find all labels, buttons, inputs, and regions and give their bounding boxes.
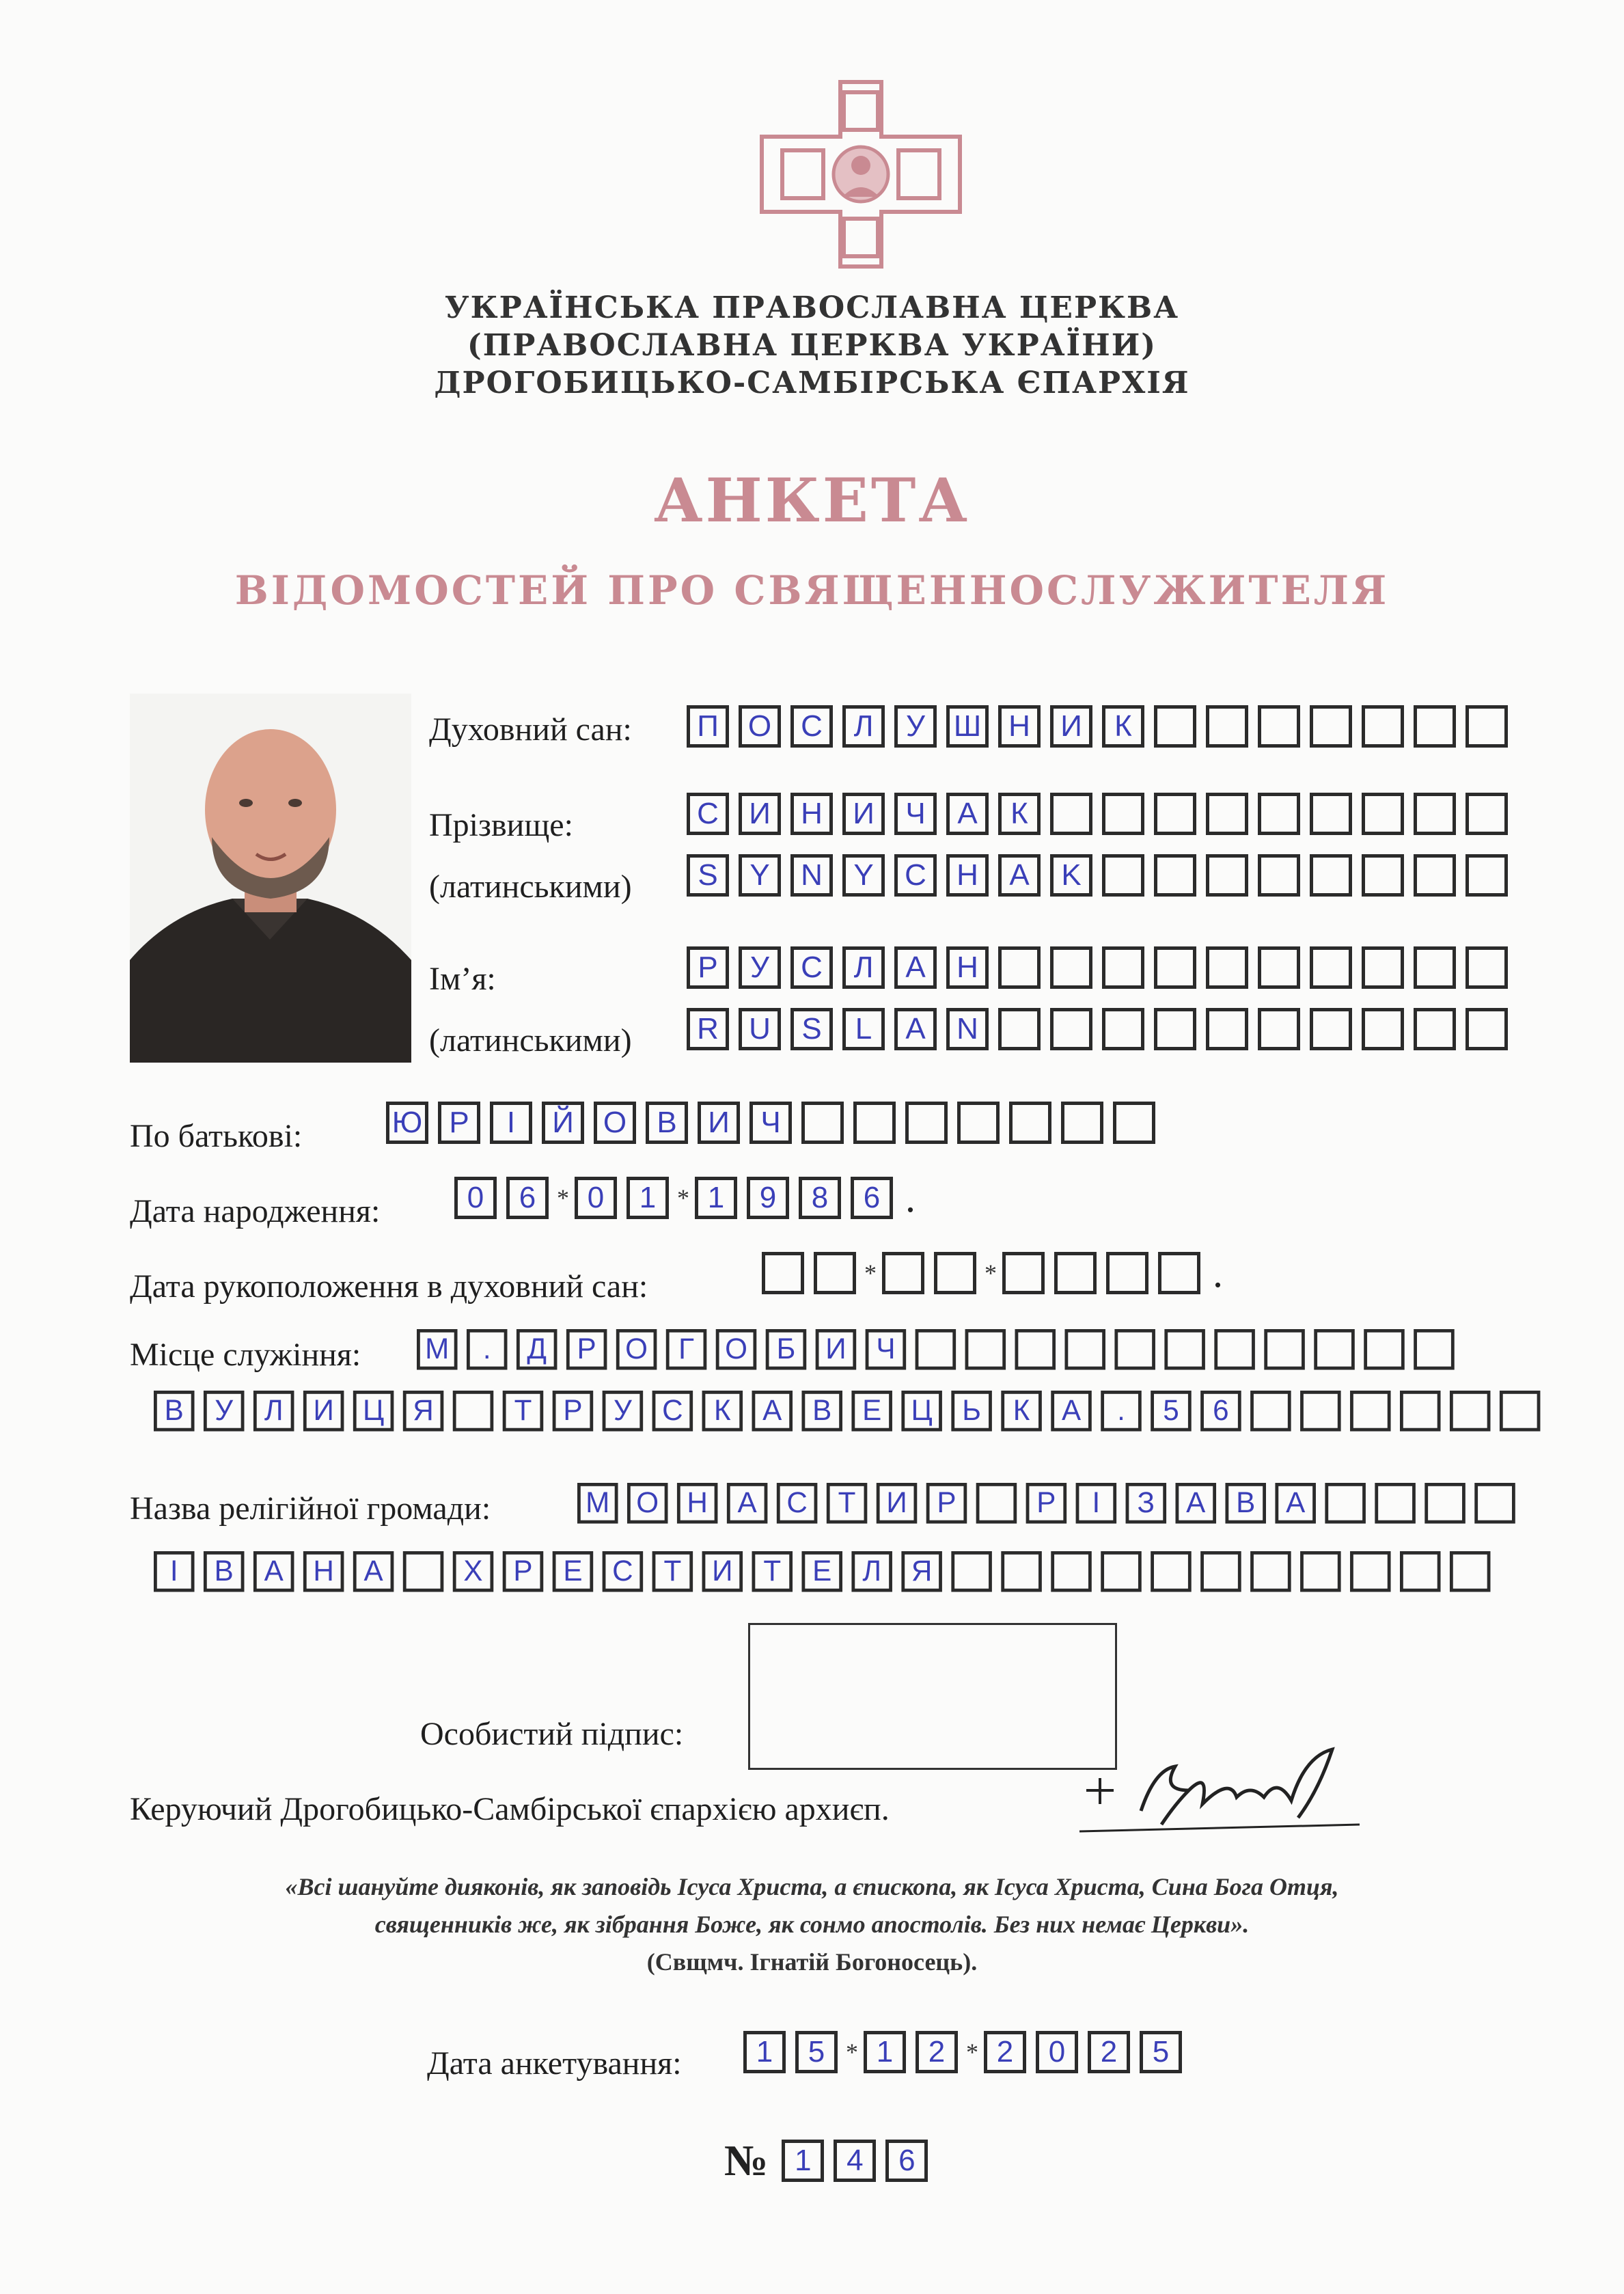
char-box[interactable]: [1015, 1329, 1056, 1370]
char-box[interactable]: [1362, 854, 1404, 897]
quote-attribution: (Свщмч. Ігнатій Богоносець).: [646, 1948, 978, 1976]
char-box[interactable]: [1054, 1252, 1097, 1294]
char-box[interactable]: І: [490, 1102, 532, 1144]
char-box[interactable]: 1: [743, 2031, 786, 2073]
date-separator: *: [864, 1259, 877, 1287]
bishop-signature: [1073, 1729, 1373, 1838]
char-box[interactable]: Б: [766, 1329, 807, 1370]
char-box[interactable]: С: [687, 793, 729, 835]
char-box[interactable]: [1154, 854, 1196, 897]
char-box[interactable]: В: [154, 1391, 195, 1432]
char-box[interactable]: [762, 1252, 804, 1294]
char-box[interactable]: A: [894, 1008, 937, 1050]
char-box[interactable]: [1400, 1551, 1441, 1592]
char-box[interactable]: [1465, 793, 1508, 835]
char-box[interactable]: R: [687, 1008, 729, 1050]
char-box[interactable]: Ю: [386, 1102, 428, 1144]
date-separator: *: [677, 1184, 689, 1212]
char-box[interactable]: [1113, 1102, 1155, 1144]
char-box[interactable]: [1362, 946, 1404, 989]
survey-date-label: Дата анкетування:: [427, 2045, 682, 2081]
char-box[interactable]: U: [739, 1008, 781, 1050]
char-box[interactable]: [905, 1102, 948, 1144]
char-box[interactable]: [1206, 854, 1248, 897]
birth-day: [454, 1177, 558, 1219]
char-box[interactable]: [1414, 854, 1456, 897]
char-box[interactable]: [1350, 1551, 1391, 1592]
char-box[interactable]: [1310, 705, 1352, 748]
char-box[interactable]: [853, 1102, 896, 1144]
char-box[interactable]: [1050, 946, 1092, 989]
char-box[interactable]: A: [998, 854, 1041, 897]
char-box[interactable]: [951, 1551, 992, 1592]
char-box[interactable]: [1258, 946, 1300, 989]
char-box[interactable]: К: [1001, 1391, 1042, 1432]
char-box[interactable]: [1214, 1329, 1255, 1370]
char-box[interactable]: [1450, 1391, 1491, 1432]
char-box[interactable]: [1500, 1391, 1541, 1432]
birth-date-label: Дата народження:: [130, 1193, 381, 1229]
char-box[interactable]: [1310, 793, 1352, 835]
char-box[interactable]: Н: [946, 946, 989, 989]
char-box[interactable]: Н: [998, 705, 1041, 748]
survey-date-boxes: [743, 2031, 1192, 2073]
char-box[interactable]: Я: [403, 1391, 444, 1432]
date-separator: *: [985, 1259, 997, 1287]
char-box[interactable]: І: [154, 1551, 195, 1592]
char-box[interactable]: Л: [842, 705, 885, 748]
char-box[interactable]: И: [698, 1102, 740, 1144]
ordination-month: [882, 1252, 986, 1294]
char-box[interactable]: Т: [652, 1551, 693, 1592]
char-box[interactable]: [801, 1102, 844, 1144]
char-box[interactable]: 5: [1151, 1391, 1192, 1432]
char-box[interactable]: Ч: [866, 1329, 907, 1370]
char-box[interactable]: К: [702, 1391, 743, 1432]
char-box[interactable]: H: [946, 854, 989, 897]
char-box[interactable]: М: [417, 1329, 458, 1370]
char-box[interactable]: [1102, 793, 1144, 835]
char-box[interactable]: [1362, 1008, 1404, 1050]
char-box[interactable]: А: [946, 793, 989, 835]
form-number: [724, 2135, 937, 2186]
char-box[interactable]: [934, 1252, 976, 1294]
char-box[interactable]: 2: [1088, 2031, 1130, 2073]
surname-latin-boxes: [687, 854, 1517, 897]
place-boxes-1: [417, 1329, 1463, 1370]
char-box[interactable]: [1465, 854, 1508, 897]
char-box[interactable]: 8: [799, 1177, 841, 1219]
char-box[interactable]: 4: [834, 2140, 876, 2182]
church-name: УКРАЇНСЬКА ПРАВОСЛАВНА ЦЕРКВА: [444, 290, 1180, 325]
char-box[interactable]: [1102, 1008, 1144, 1050]
char-box[interactable]: А: [1176, 1483, 1217, 1524]
char-box[interactable]: С: [790, 705, 833, 748]
church-name-alt: (ПРАВОСЛАВНА ЦЕРКВА УКРАЇНИ): [467, 328, 1157, 363]
char-box[interactable]: И: [702, 1551, 743, 1592]
char-box[interactable]: Н: [303, 1551, 344, 1592]
char-box[interactable]: [1009, 1102, 1051, 1144]
char-box[interactable]: [1474, 1483, 1515, 1524]
char-box[interactable]: [1325, 1483, 1366, 1524]
char-box[interactable]: 6: [1200, 1391, 1241, 1432]
char-box[interactable]: Л: [253, 1391, 294, 1432]
char-box[interactable]: Е: [851, 1391, 892, 1432]
char-box[interactable]: [1450, 1551, 1491, 1592]
period: .: [1213, 1251, 1223, 1296]
char-box[interactable]: У: [739, 946, 781, 989]
char-box[interactable]: 6: [506, 1177, 549, 1219]
char-box[interactable]: [1001, 1551, 1042, 1592]
quote-line-1: «Всі шануйте дияконів, як заповідь Ісуса Христа, а єпископа, як Ісуса Христа, Сина Бога Отця,: [285, 1873, 1339, 1900]
char-box[interactable]: [1102, 854, 1144, 897]
char-box[interactable]: [1101, 1551, 1142, 1592]
char-box[interactable]: [1258, 793, 1300, 835]
char-box[interactable]: [1258, 854, 1300, 897]
period: .: [905, 1175, 916, 1220]
char-box[interactable]: Е: [801, 1551, 842, 1592]
char-box[interactable]: S: [790, 1008, 833, 1050]
char-box[interactable]: Й: [542, 1102, 584, 1144]
char-box[interactable]: О: [627, 1483, 668, 1524]
name-latin-boxes: [687, 1008, 1517, 1050]
char-box[interactable]: И: [303, 1391, 344, 1432]
char-box[interactable]: Y: [739, 854, 781, 897]
char-box[interactable]: А: [752, 1391, 793, 1432]
char-box[interactable]: [1414, 793, 1456, 835]
char-box[interactable]: [1206, 946, 1248, 989]
place-label: Місце служіння:: [130, 1337, 361, 1373]
char-box[interactable]: [1206, 1008, 1248, 1050]
char-box[interactable]: [1310, 1008, 1352, 1050]
community-boxes-1: [577, 1483, 1524, 1524]
char-box[interactable]: Г: [666, 1329, 707, 1370]
char-box[interactable]: [1310, 946, 1352, 989]
char-box[interactable]: О: [739, 705, 781, 748]
char-box[interactable]: Л: [842, 946, 885, 989]
char-box[interactable]: [1151, 1551, 1192, 1592]
char-box[interactable]: И: [877, 1483, 918, 1524]
char-box[interactable]: М: [577, 1483, 618, 1524]
name-boxes: [687, 946, 1517, 989]
char-box[interactable]: N: [790, 854, 833, 897]
emblem-cross-icon: [755, 75, 967, 273]
form-subtitle: ВІДОМОСТЕЙ ПРО СВЯЩЕННОСЛУЖИТЕЛЯ: [234, 567, 1390, 614]
bishop-label: Керуючий Дрогобицько-Самбірської єпархією архиєп.: [130, 1791, 890, 1827]
char-box[interactable]: [1350, 1391, 1391, 1432]
char-box[interactable]: [1465, 705, 1508, 748]
survey-month: [864, 2031, 967, 2073]
char-box[interactable]: [1206, 793, 1248, 835]
surname-latin-label: (латинськими): [429, 869, 632, 905]
char-box[interactable]: 5: [795, 2031, 838, 2073]
char-box[interactable]: [998, 1008, 1041, 1050]
char-box[interactable]: [403, 1551, 444, 1592]
surname-label: Прізвище:: [429, 807, 573, 843]
char-box[interactable]: Т: [827, 1483, 868, 1524]
char-box[interactable]: В: [204, 1551, 245, 1592]
name-label: Ім’я:: [429, 961, 496, 997]
char-box[interactable]: Т: [752, 1551, 793, 1592]
char-box[interactable]: Y: [842, 854, 885, 897]
birth-month: [575, 1177, 678, 1219]
char-box[interactable]: [1362, 705, 1404, 748]
char-box[interactable]: [1314, 1329, 1355, 1370]
char-box[interactable]: N: [946, 1008, 989, 1050]
place-boxes-2: [154, 1391, 1550, 1432]
signature-box: [748, 1623, 1117, 1770]
char-box[interactable]: А: [1275, 1483, 1316, 1524]
char-box[interactable]: 6: [885, 2140, 928, 2182]
char-box[interactable]: В: [1225, 1483, 1266, 1524]
char-box[interactable]: Т: [503, 1391, 544, 1432]
char-box[interactable]: [1114, 1329, 1155, 1370]
char-box[interactable]: А: [353, 1551, 394, 1592]
char-box[interactable]: [1414, 1008, 1456, 1050]
char-box[interactable]: 5: [1140, 2031, 1182, 2073]
char-box[interactable]: Л: [851, 1551, 892, 1592]
form-title: АНКЕТА: [653, 465, 971, 536]
char-box[interactable]: И: [842, 793, 885, 835]
char-box[interactable]: [1258, 705, 1300, 748]
char-box[interactable]: 1: [782, 2140, 824, 2182]
char-box[interactable]: 0: [1036, 2031, 1078, 2073]
char-box[interactable]: Р: [553, 1391, 594, 1432]
char-box[interactable]: [1250, 1551, 1291, 1592]
char-box[interactable]: [1414, 1329, 1455, 1370]
char-box[interactable]: Н: [677, 1483, 718, 1524]
char-box[interactable]: [1051, 1551, 1092, 1592]
char-box[interactable]: Р: [438, 1102, 480, 1144]
ordination-date-boxes: [762, 1252, 1223, 1294]
quote-line-2: священників же, як зібрання Боже, як сонмо апостолів. Без них немає Церкви».: [374, 1911, 1250, 1938]
char-box[interactable]: У: [603, 1391, 644, 1432]
char-box[interactable]: И: [1050, 705, 1092, 748]
char-box[interactable]: А: [894, 946, 937, 989]
char-box[interactable]: Ь: [951, 1391, 992, 1432]
char-box[interactable]: C: [894, 854, 937, 897]
char-box[interactable]: З: [1126, 1483, 1167, 1524]
char-box[interactable]: [1362, 793, 1404, 835]
char-box[interactable]: [1300, 1391, 1341, 1432]
char-box[interactable]: [1050, 1008, 1092, 1050]
char-box[interactable]: В: [801, 1391, 842, 1432]
birth-date-boxes: [454, 1177, 916, 1219]
char-box[interactable]: [1465, 946, 1508, 989]
portrait-photo: [130, 694, 411, 1063]
ordination-year: [1002, 1252, 1210, 1294]
char-box[interactable]: Ц: [901, 1391, 942, 1432]
char-box[interactable]: О: [616, 1329, 657, 1370]
char-box[interactable]: [1158, 1252, 1200, 1294]
char-box[interactable]: .: [467, 1329, 508, 1370]
signature-label: Особистий підпис:: [420, 1716, 684, 1752]
date-separator: *: [557, 1184, 569, 1212]
char-box[interactable]: [1364, 1329, 1405, 1370]
number-label: №: [724, 2136, 769, 2185]
char-box[interactable]: [1050, 793, 1092, 835]
char-box[interactable]: Р: [926, 1483, 967, 1524]
rank-boxes: [687, 705, 1517, 748]
char-box[interactable]: К: [998, 793, 1041, 835]
char-box[interactable]: [965, 1329, 1006, 1370]
char-box[interactable]: И: [816, 1329, 857, 1370]
char-box[interactable]: [882, 1252, 924, 1294]
ordination-date-label: Дата рукоположення в духовний сан:: [130, 1268, 648, 1305]
char-box[interactable]: [1106, 1252, 1148, 1294]
char-box[interactable]: А: [253, 1551, 294, 1592]
community-boxes-2: [154, 1551, 1500, 1592]
number-digits: [782, 2140, 937, 2182]
patronymic-label: По батькові:: [130, 1118, 303, 1154]
char-box[interactable]: Д: [517, 1329, 558, 1370]
char-box[interactable]: .: [1101, 1391, 1142, 1432]
date-separator: *: [966, 2038, 978, 2066]
char-box[interactable]: [1375, 1483, 1416, 1524]
date-separator: *: [846, 2038, 858, 2066]
char-box[interactable]: S: [687, 854, 729, 897]
char-box[interactable]: Р: [566, 1329, 607, 1370]
char-box[interactable]: 2: [916, 2031, 958, 2073]
name-latin-label: (латинськими): [429, 1022, 632, 1059]
char-box[interactable]: Р: [1026, 1483, 1067, 1524]
survey-day: [743, 2031, 847, 2073]
char-box[interactable]: [1164, 1329, 1205, 1370]
char-box[interactable]: Р: [687, 946, 729, 989]
char-box[interactable]: 9: [747, 1177, 789, 1219]
char-box[interactable]: О: [594, 1102, 636, 1144]
char-box[interactable]: О: [716, 1329, 757, 1370]
eparchy-name: ДРОГОБИЦЬКО-САМБІРСЬКА ЄПАРХІЯ: [434, 366, 1190, 400]
char-box[interactable]: [916, 1329, 956, 1370]
char-box[interactable]: [1061, 1102, 1103, 1144]
survey-year: [984, 2031, 1192, 2073]
char-box[interactable]: [1154, 1008, 1196, 1050]
char-box[interactable]: [1064, 1329, 1105, 1370]
char-box[interactable]: [1465, 1008, 1508, 1050]
char-box[interactable]: [1200, 1551, 1241, 1592]
char-box[interactable]: [1102, 946, 1144, 989]
char-box[interactable]: Х: [453, 1551, 494, 1592]
char-box[interactable]: 1: [695, 1177, 737, 1219]
char-box[interactable]: [976, 1483, 1017, 1524]
char-box[interactable]: С: [777, 1483, 818, 1524]
char-box[interactable]: Е: [553, 1551, 594, 1592]
char-box[interactable]: Р: [503, 1551, 544, 1592]
char-box[interactable]: [1250, 1391, 1291, 1432]
char-box[interactable]: L: [842, 1008, 885, 1050]
char-box[interactable]: [1154, 793, 1196, 835]
char-box[interactable]: 0: [454, 1177, 497, 1219]
char-box[interactable]: [1154, 946, 1196, 989]
char-box[interactable]: Ш: [946, 705, 989, 748]
community-label: Назва релігійної громади:: [130, 1490, 491, 1527]
surname-boxes: [687, 793, 1517, 835]
char-box[interactable]: 2: [984, 2031, 1026, 2073]
char-box[interactable]: [998, 946, 1041, 989]
char-box[interactable]: [957, 1102, 1000, 1144]
char-box[interactable]: С: [603, 1551, 644, 1592]
char-box[interactable]: І: [1076, 1483, 1117, 1524]
char-box[interactable]: Я: [901, 1551, 942, 1592]
char-box[interactable]: [1414, 705, 1456, 748]
char-box[interactable]: Ч: [894, 793, 937, 835]
char-box[interactable]: П: [687, 705, 729, 748]
char-box[interactable]: Ц: [353, 1391, 394, 1432]
char-box[interactable]: А: [1051, 1391, 1092, 1432]
char-box[interactable]: 0: [575, 1177, 617, 1219]
char-box[interactable]: 6: [851, 1177, 893, 1219]
char-box[interactable]: К: [1102, 705, 1144, 748]
char-box[interactable]: В: [646, 1102, 688, 1144]
ordination-day: [762, 1252, 866, 1294]
char-box[interactable]: [1002, 1252, 1045, 1294]
char-box[interactable]: [1264, 1329, 1305, 1370]
char-box[interactable]: Ч: [749, 1102, 792, 1144]
char-box[interactable]: [1154, 705, 1196, 748]
char-box[interactable]: С: [790, 946, 833, 989]
char-box[interactable]: 1: [627, 1177, 669, 1219]
char-box[interactable]: А: [727, 1483, 768, 1524]
char-box[interactable]: [814, 1252, 856, 1294]
char-box[interactable]: [1206, 705, 1248, 748]
char-box[interactable]: 1: [864, 2031, 906, 2073]
char-box[interactable]: У: [204, 1391, 245, 1432]
char-box[interactable]: [1425, 1483, 1465, 1524]
char-box[interactable]: [1400, 1391, 1441, 1432]
char-box[interactable]: [1414, 946, 1456, 989]
char-box[interactable]: С: [652, 1391, 693, 1432]
char-box[interactable]: [453, 1391, 494, 1432]
birth-year: [695, 1177, 903, 1219]
rank-label: Духовний сан:: [429, 711, 632, 748]
char-box[interactable]: K: [1050, 854, 1092, 897]
char-box[interactable]: [1258, 1008, 1300, 1050]
char-box[interactable]: У: [894, 705, 937, 748]
char-box[interactable]: И: [739, 793, 781, 835]
char-box[interactable]: Н: [790, 793, 833, 835]
patronymic-boxes: [386, 1102, 1165, 1144]
char-box[interactable]: [1300, 1551, 1341, 1592]
char-box[interactable]: [1310, 854, 1352, 897]
